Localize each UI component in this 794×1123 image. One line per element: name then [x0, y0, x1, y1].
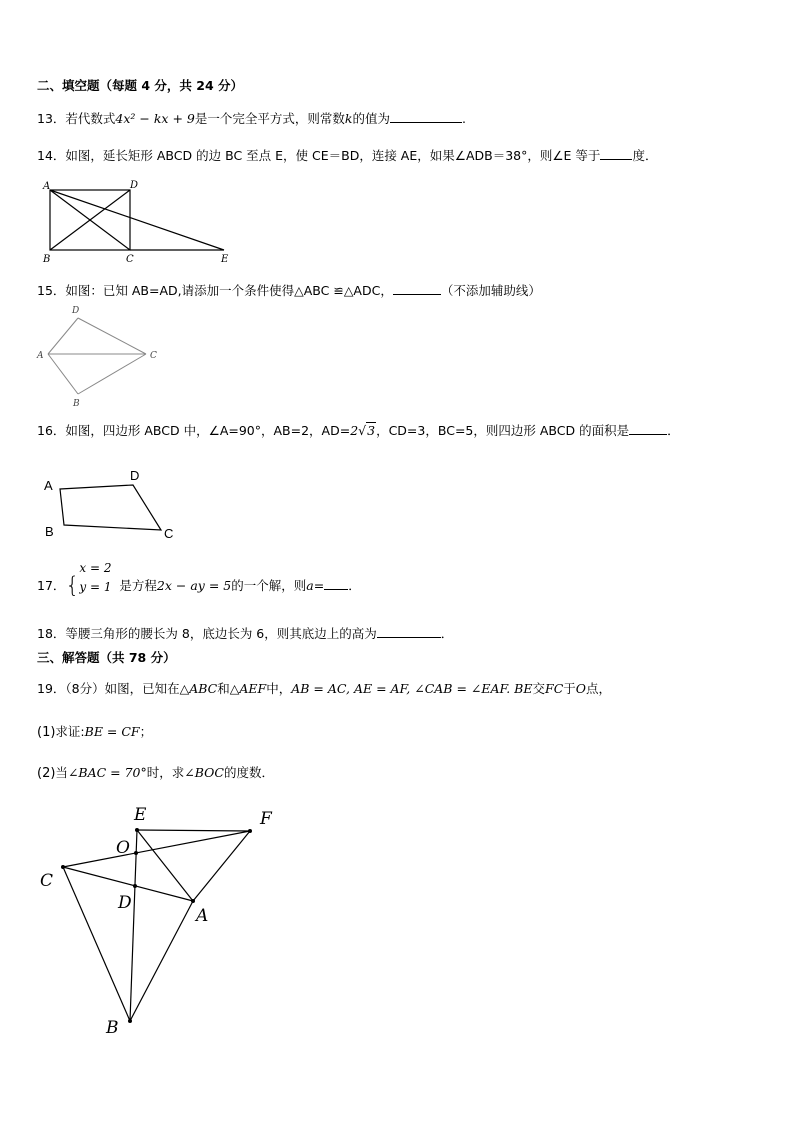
q14-label-c: C: [126, 254, 134, 265]
q19-cross: 交: [532, 681, 546, 696]
q19-segment-cf: [63, 831, 250, 867]
q19-part-2-end: 的度数．: [224, 765, 275, 780]
q19-point-a: [191, 899, 195, 903]
q19-point-f: [248, 829, 252, 833]
question-13: 13．若代数式4x² − kx + 9是一个完全平方式，则常数k的值为 .: [37, 111, 466, 126]
question-19-part-2: [37, 765, 274, 782]
q18-end: ．: [440, 626, 454, 641]
question-16: 16．如图，四边形 ABCD 中，∠A=90°，AB=2，AD=2√3，CD=3，BC=5，则四边形 ABCD 的面积是 ．: [37, 423, 680, 438]
q14-figure: [40, 178, 240, 268]
q19-part-2-number: (2): [37, 766, 56, 781]
q15-label-b: B: [73, 399, 80, 409]
q13-answer-blank[interactable]: [390, 110, 462, 123]
q19-label-o: O: [116, 838, 130, 858]
q19-label-a: A: [196, 906, 209, 926]
q17-system-bottom: y = 1: [79, 579, 112, 594]
q16-quadrilateral: [60, 485, 161, 530]
q14-answer-blank[interactable]: [600, 147, 632, 160]
q16-end: ．: [667, 423, 680, 438]
q19-part-2-mid: 时，求: [146, 765, 185, 780]
q19-label-d: D: [118, 893, 132, 913]
q19-point: 点，: [586, 681, 612, 696]
q19-side-fa: [193, 831, 250, 901]
q15-side-bc: [78, 354, 146, 394]
q19-mid: 中，: [266, 681, 292, 696]
q19-pre: 19．（8分）如图，已知在: [37, 681, 180, 696]
q15-side-ad: [48, 318, 78, 354]
q19-o: O: [575, 681, 587, 696]
q14-label-d: D: [130, 180, 139, 191]
q19-at: 于: [563, 681, 576, 696]
question-18: [37, 625, 453, 642]
q15-label-a: A: [37, 351, 44, 361]
q17-system-top: x = 2: [79, 560, 112, 575]
q17-var: a: [306, 578, 314, 593]
question-19: [37, 681, 611, 697]
q19-triangle-2: △AEF: [229, 681, 267, 696]
q16-ad-radicand: 3: [367, 423, 376, 438]
q19-conditions: AB = AC, AE = AF, ∠CAB = ∠EAF. BE: [291, 681, 533, 696]
q19-part-1-number: (1): [37, 725, 56, 740]
q19-label-b: B: [106, 1018, 119, 1038]
q19-side-ba: [130, 901, 193, 1021]
q19-side-ef: [137, 830, 250, 831]
q15-text: 15．如图：已知 AB=AD,请添加一个条件使得△ABC ≌△ADC，: [37, 283, 393, 298]
q16-label-a: A: [44, 478, 53, 493]
q19-part-1-text: 求证:: [55, 724, 85, 739]
q17-system: [79, 560, 119, 605]
q17-mid: 是方程: [119, 578, 157, 593]
q18-answer-blank[interactable]: [377, 625, 441, 638]
q19-part-1-expr: BE = CF: [84, 724, 140, 739]
q19-point-o: [134, 851, 138, 855]
question-14: [37, 147, 657, 164]
q14-post: 度．: [632, 148, 658, 163]
q15-post: （不添加辅助线）: [440, 283, 541, 298]
q13-number: 13．: [37, 111, 66, 126]
q15-figure: [34, 302, 164, 412]
q17-equation: 2x − ay = 5: [156, 578, 232, 593]
q19-label-e: E: [134, 805, 147, 825]
q16-label-c: C: [164, 526, 174, 541]
q16-pre: 16．如图，四边形 ABCD 中，∠A=90°，AB=2，AD=: [37, 423, 351, 438]
q13-mid: 是一个完全平方式，则常数: [194, 111, 345, 126]
section-heading-solve: 三、解答题（共 78 分）: [37, 650, 176, 665]
q14-label-b: B: [43, 254, 51, 265]
q16-figure: [40, 466, 190, 546]
q17-end: ．: [348, 578, 361, 593]
q19-side-cb: [63, 867, 130, 1021]
q13-pre: 若代数式: [65, 111, 116, 126]
q19-point-c: [61, 865, 65, 869]
q16-post: ，CD=3，BC=5，则四边形 ABCD 的面积是: [376, 423, 630, 438]
q14-label-e: E: [221, 254, 229, 265]
q19-point-d: [133, 884, 137, 888]
q14-text: 14．如图，延长矩形 ABCD 的边 BC 至点 E，使 CE＝BD，连接 AE，如果∠ADB＝38°，则∠E 等于: [37, 148, 601, 163]
q19-point-b: [128, 1019, 132, 1023]
q17-brace: {: [65, 573, 80, 599]
q16-label-b: B: [45, 524, 54, 539]
q16-label-d: D: [130, 468, 140, 483]
q19-part-1-end: ；: [139, 724, 153, 739]
q19-label-c: C: [40, 871, 54, 891]
q15-answer-blank[interactable]: [393, 282, 441, 295]
question-19-part-1: [37, 724, 152, 741]
q19-part-2-expr: ∠BAC = 70°: [67, 765, 147, 780]
q19-side-ea: [137, 830, 193, 901]
q19-part-2-pre: 当: [55, 765, 68, 780]
q19-and: 和: [217, 681, 230, 696]
q14-label-a: A: [43, 181, 51, 192]
q19-triangle-1: △ABC: [179, 681, 218, 696]
q17-post: 的一个解，则: [231, 578, 307, 593]
q13-var: k: [344, 111, 353, 126]
q17-answer-blank[interactable]: [324, 577, 348, 590]
section-heading-fill: 二、填空题（每题 4 分，共 24 分）: [37, 78, 244, 93]
q19-figure: [30, 798, 290, 1048]
q19-label-f: F: [260, 809, 272, 829]
question-17: [37, 560, 361, 604]
q15-label-d: D: [72, 306, 80, 316]
q17-eq: =: [313, 578, 325, 593]
q19-point-e: [135, 828, 139, 832]
q14-segment-ae: [50, 190, 224, 250]
q19-fc: FC: [545, 681, 564, 696]
q18-text: 18．等腰三角形的腰长为 8，底边长为 6，则其底边上的高为: [37, 626, 377, 641]
q13-post: 的值为: [352, 111, 390, 126]
q16-ad-coef: 2: [350, 423, 359, 438]
q13-expression: 4x² − kx + 9: [115, 111, 195, 126]
q17-number: 17．: [37, 578, 66, 593]
q19-segment-be: [130, 830, 137, 1021]
q19-part-2-angle: ∠BOC: [184, 765, 224, 780]
q15-side-dc: [78, 318, 146, 354]
q15-side-ab: [48, 354, 78, 394]
q15-label-c: C: [150, 351, 157, 361]
q16-answer-blank[interactable]: [629, 422, 667, 435]
question-15: [37, 282, 541, 299]
